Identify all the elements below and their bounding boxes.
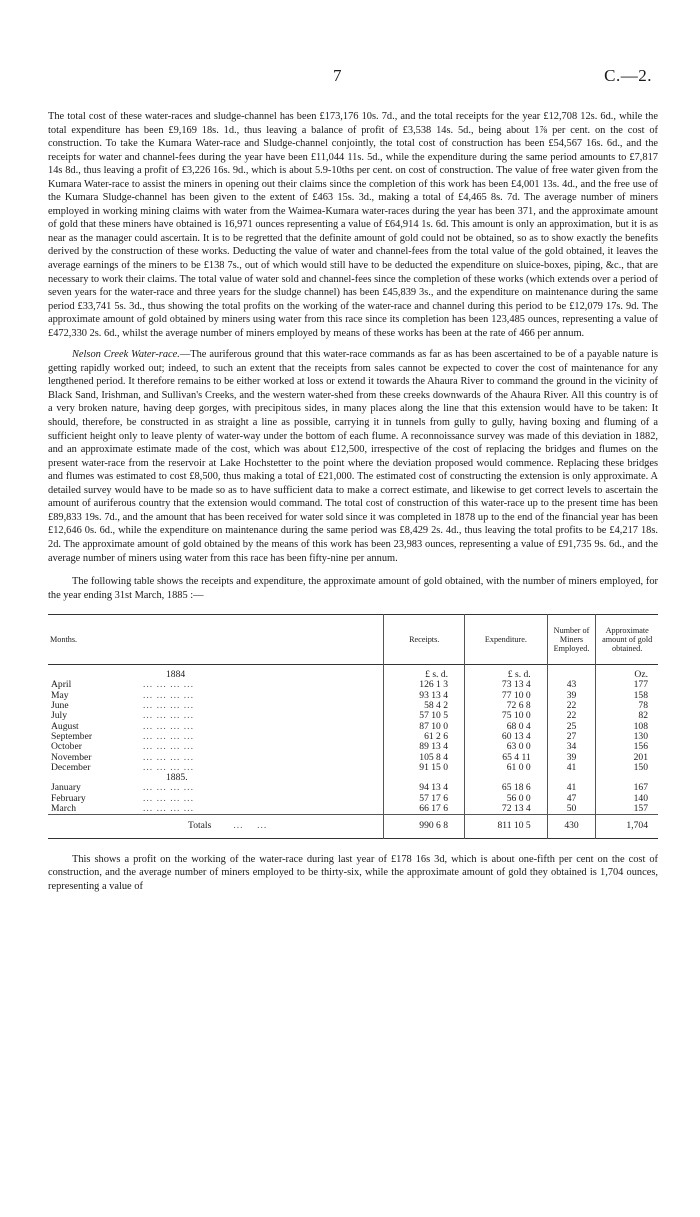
totals-row: [48, 815, 658, 838]
cell-gold: 167: [596, 783, 658, 793]
cell-gold: 130: [596, 732, 658, 742]
section-title-nelson-creek: Nelson Creek Water-race.: [72, 349, 180, 361]
row-leaders: ... ... ... ...: [143, 782, 194, 794]
month-label: August: [51, 720, 79, 732]
cell-expenditure: 60 13 4: [465, 732, 548, 742]
month-label: March: [51, 803, 77, 814]
cell-expenditure: 77 10 0: [465, 691, 548, 701]
totals-receipts: 990 6 8: [384, 815, 465, 838]
row-leaders: ... ... ... ...: [143, 689, 194, 701]
header-receipts: Receipts.: [384, 615, 465, 665]
month-label: July: [51, 710, 67, 722]
cell-receipts: 61 2 6: [384, 732, 465, 742]
cell-expenditure: 75 10 0: [465, 711, 548, 721]
cell-gold: 108: [596, 722, 658, 732]
header-expenditure: Expenditure.: [465, 615, 548, 665]
totals-gold: 1,704: [596, 815, 658, 838]
cell-gold: 158: [596, 691, 658, 701]
cell-receipts: 126 1 3: [384, 680, 465, 690]
header-gold: Approximate amount of gold obtained.: [596, 615, 658, 665]
cell-miners: 50: [547, 804, 596, 815]
month-label: January: [51, 782, 81, 794]
cell-receipts: 58 4 2: [384, 701, 465, 711]
cell-expenditure: 68 0 4: [465, 722, 548, 732]
month-label: April: [51, 679, 72, 691]
paragraph-nelson-creek: [48, 348, 658, 565]
cell-receipts: 57 10 5: [384, 711, 465, 721]
month-label: October: [51, 741, 82, 753]
cell-expenditure: 72 13 4: [465, 804, 548, 815]
cell-receipts: 57 17 6: [384, 794, 465, 804]
cell-miners: 41: [547, 763, 596, 773]
cell-gold: 201: [596, 753, 658, 763]
cell-receipts: 93 13 4: [384, 691, 465, 701]
cell-expenditure: 61 0 0: [465, 763, 548, 773]
row-leaders: ... ... ... ...: [143, 803, 194, 814]
year-label-1884: 1884: [166, 669, 186, 681]
row-leaders: ... ... ... ...: [143, 700, 194, 712]
paragraph-nelson-creek-text: —The auriferous ground that this water-race commands as far as has been ascertained to be of a payable nature is getting rapidly worked out; indeed, to such an extent that the receipts from sales cannot be expected to cover the cost of maintenance for any lengthened period. It therefore remains to be either worked at loss or extend it towards the Ahaura River to command the ground in the vicinity of Black Sand, Irishman, and Sullivan's Creeks, and the western water-shed from these creeks downwards of the Ahaura River. All this country is of a very broken nature, having deep gorges, with precipitous sides, in many places along the line that this extension would have to be taken: It should, therefore, be constructed in as straight a line as possible, carrying it in tunnels from gully to gully, having boxing and fluming of a sufficient height only to leave plenty of water-way under the bottom of each flume. A reconnoissance survey was made of this deviation in 1882, and an approximate estimate made of the cost, which was about £12,500, irrespective of the cost of replacing the bridges and flumes on the present water-race from the reservoir at Lake Hochstetter to the point where the deviation proposed would commence. Replacing these bridges and flumes was estimated to cost £8,500, thus making a total of £21,000. The estimated cost of constructing the extension is only approximate. A detailed survey would have to be made so as to have sufficient data to make a correct estimate, and likewise to get correct levels to ascertain the amount of auriferous country that the extension would command. The total cost of construction of this water-race up to the present time has been £89,833 19s. 7d., and the amount that has been received for water sold since it was completed in 1878 up to the end of the financial year has been £12,646 0s. 6d., while the expenditure on maintenance during the same period was £8,429 2s. 4d., thus leaving the total profits to be £4,217 18s. 2d. The approximate amount of gold obtained by the means of this work has been 23,983 ounces, representing a value of £91,735 9s. 6d., and the average number of miners using water from this race has been fifty-nine per annum.: [48, 349, 658, 564]
header-miners: Number of Miners Employed.: [547, 615, 596, 665]
cell-gold: 78: [596, 701, 658, 711]
page-number: 7: [333, 66, 342, 85]
cell-receipts: 105 8 4: [384, 753, 465, 763]
cell-receipts: 66 17 6: [384, 804, 465, 815]
cell-expenditure: 73 13 4: [465, 680, 548, 690]
header-months: Months.: [50, 635, 78, 645]
cell-expenditure: 65 18 6: [465, 783, 548, 793]
totals-label: Totals: [188, 820, 212, 832]
document-reference: C.—2.: [604, 66, 652, 85]
paragraph-water-races: The total cost of these water-races and sludge-channel has been £173,176 10s. 7d., and the total receipts for the year £12,708 12s. 6d., while the total expenditure has been £9,169 18s. 1d., thus leaving a balance of profit of £3,538 14s. 5d., being about 1⅞ per cent. on the cost of construction. To take the Kumara Water-race and Sludge-channel conjointly, the total cost of construction has been £54,567 16s. 6d., and the receipts for water and channel-fees during the year have been £11,044 11s. 5d., while the expenditure during the same period amounts to £7,817 14s 8d., thus leaving a profit of £3,226 16s. 9d., which is about 5.9-10ths per cent. on cost of construction. The value of free water given from the Kumara Water-race to assist the miners in opening out their claims since the completion of this work has been £4,001 13s. 4d., and the free use of the Kumara Sludge-channel has been given to the extent of £463 15s. 3d., making a total of £4,465 8s. 7d. The average number of miners employed in working mining claims with water from the Waimea-Kumara water-races during the year has been 371, and the approximate amount of gold that these miners have obtained is 16,971 ounces representing a value of £64,914 1s. 6d. This amount is only an approximation, but it is as near as the manager could ascertain. It is to be regretted that the definite amount of gold could not be obtained, so as to show exactly the benefits derived by the construction of these works. Deducting the value of water and channel-fees from the total value of the gold obtained, it leaves the average earnings of the miners to be £138 7s., out of which would still have to be deducted the expenditure on sluice-boxes, piping, &c., that are necessary to work their claims. The total value of water sold and channel-fees since the completion of these works (which extends over a period of seven years for the water-race and three years for the sludge channel) has been £45,839 3s., and the expenditure on maintenance during the same period £33,741 5s. 3d., thus showing the total profits on the working of the water-race and channel during this period to be £12,079 17s. 9d. The approximate amount of gold obtained by miners using water from this race since its completion has been 123,485 ounces, representing a value of £472,330 2s. 6d., whilst the average number of miners employed by means of these works has been at the rate of 466 per annum.: [48, 111, 658, 339]
receipts-expenditure-table: [48, 614, 658, 838]
cell-expenditure: 65 4 11: [465, 753, 548, 763]
totals-expenditure: 811 10 5: [465, 815, 548, 838]
page-body: [48, 110, 658, 893]
cell-receipts: 91 15 0: [384, 763, 465, 773]
page-header: [0, 66, 700, 88]
row-leaders: ... ... ... ...: [143, 751, 194, 763]
row-leaders: ... ... ... ...: [143, 720, 194, 732]
table-row: [48, 742, 658, 752]
row-leaders: ... ... ... ...: [143, 710, 194, 722]
cell-miners: 39: [547, 691, 596, 701]
table-row: [48, 804, 658, 815]
month-label: December: [51, 761, 91, 773]
unit-receipts: £ s. d.: [384, 665, 465, 681]
cell-receipts: 87 10 0: [384, 722, 465, 732]
unit-gold: Oz.: [596, 665, 658, 681]
month-label: September: [51, 730, 93, 742]
cell-gold: 150: [596, 763, 658, 773]
cell-miners: 27: [547, 732, 596, 742]
cell-gold: 140: [596, 794, 658, 804]
year-label-1885: 1885.: [166, 772, 188, 784]
cell-miners: 34: [547, 742, 596, 752]
cell-gold: 156: [596, 742, 658, 752]
month-label: June: [51, 700, 69, 712]
month-label: November: [51, 751, 92, 763]
cell-miners: 22: [547, 711, 596, 721]
cell-receipts: 89 13 4: [384, 742, 465, 752]
table-row: [48, 763, 658, 773]
table-header-row: [48, 615, 658, 665]
row-leaders: ... ... ... ...: [143, 792, 194, 804]
row-leaders: ... ... ... ...: [143, 730, 194, 742]
totals-leaders: ... ...: [233, 820, 268, 832]
cell-expenditure: 56 0 0: [465, 794, 548, 804]
year-row-1884: [48, 665, 658, 681]
cell-miners: 41: [547, 783, 596, 793]
paragraph-table-intro: The following table shows the receipts and expenditure, the approximate amount of gold obtained, with the number of miners employed, for the year ending 31st March, 1885 :—: [48, 576, 658, 601]
row-leaders: ... ... ... ...: [143, 761, 194, 773]
cell-receipts: 94 13 4: [384, 783, 465, 793]
cell-miners: 25: [547, 722, 596, 732]
cell-gold: 177: [596, 680, 658, 690]
row-leaders: ... ... ... ...: [143, 679, 194, 691]
month-label: February: [51, 792, 86, 804]
cell-gold: 82: [596, 711, 658, 721]
cell-miners: 39: [547, 753, 596, 763]
cell-miners: 22: [547, 701, 596, 711]
month-label: May: [51, 689, 69, 701]
cell-miners: 43: [547, 680, 596, 690]
unit-expenditure: £ s. d.: [465, 665, 548, 681]
cell-gold: 157: [596, 804, 658, 815]
row-leaders: ... ... ... ...: [143, 741, 194, 753]
totals-miners: 430: [547, 815, 596, 838]
cell-miners: 47: [547, 794, 596, 804]
cell-expenditure: 63 0 0: [465, 742, 548, 752]
cell-expenditure: 72 6 8: [465, 701, 548, 711]
paragraph-conclusion: This shows a profit on the working of the water-race during last year of £178 16s 3d, which is about one-fifth per cent on the cost of construction, and the average number of miners employed to be thirty-six, while the approximate amount of gold they obtained is 1,704 ounces, representing a value of: [48, 853, 658, 892]
